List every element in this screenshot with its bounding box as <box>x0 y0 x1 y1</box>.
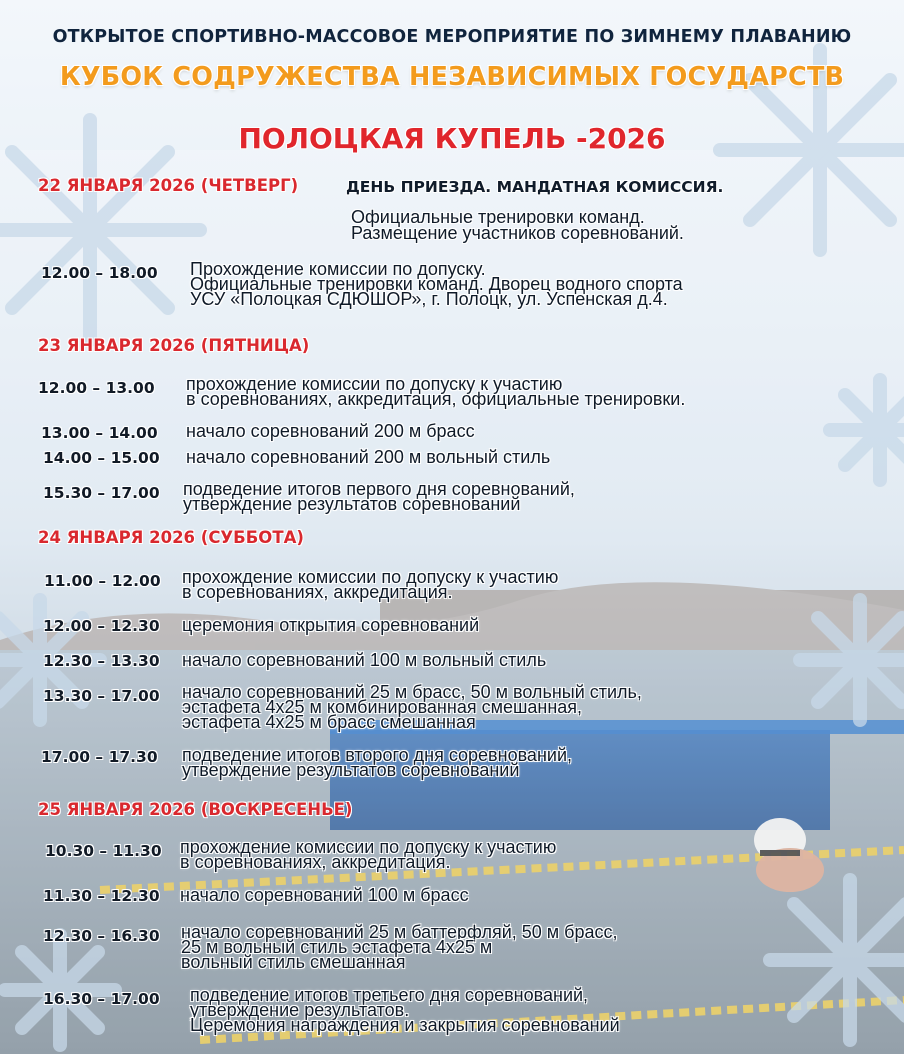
schedule-time: 16.30 – 17.00 <box>43 990 160 1008</box>
schedule-description: начало соревнований 25 м брасс, 50 м вольный стиль, эстафета 4х25 м комбинированная смешанная, эстафета 4х25 м брасс смешанная <box>182 682 642 732</box>
event-cup-title: КУБОК СОДРУЖЕСТВА НЕЗАВИСИМЫХ ГОСУДАРСТВ <box>59 62 845 92</box>
day-heading: 24 ЯНВАРЯ 2026 (СУББОТА) <box>38 528 304 547</box>
schedule-time: 11.30 – 12.30 <box>43 887 160 905</box>
schedule-description: начало соревнований 100 м брасс <box>180 885 469 905</box>
schedule-description: прохождение комиссии по допуску к участию в соревнованиях, аккредитация, официальные тренировки. <box>186 374 686 409</box>
schedule-time: 15.30 – 17.00 <box>43 484 160 502</box>
schedule-description: подведение итогов третьего дня соревнований, утверждение результатов. Церемония награждения и закрытия соревнований <box>190 985 620 1035</box>
schedule-description: прохождение комиссии по допуску к участию в соревнованиях, аккредитация. <box>182 567 559 602</box>
schedule-time: 13.00 – 14.00 <box>41 424 158 442</box>
schedule-description: подведение итогов второго дня соревнований, утверждение результатов соревнований <box>182 745 572 780</box>
day-heading: 22 ЯНВАРЯ 2026 (ЧЕТВЕРГ) <box>38 176 299 195</box>
schedule-time: 12.00 – 13.00 <box>38 379 155 397</box>
event-title: ПОЛОЦКАЯ КУПЕЛЬ -2026 <box>238 122 666 155</box>
schedule-description: начало соревнований 100 м вольный стиль <box>182 650 547 670</box>
day-heading: 25 ЯНВАРЯ 2026 (ВОСКРЕСЕНЬЕ) <box>38 800 353 819</box>
day-heading: 23 ЯНВАРЯ 2026 (ПЯТНИЦА) <box>38 336 310 355</box>
schedule-time: 12.00 – 12.30 <box>43 617 160 635</box>
schedule-time: 12.00 – 18.00 <box>41 264 158 282</box>
schedule-description: начало соревнований 200 м вольный стиль <box>186 447 551 467</box>
schedule-time: 12.30 – 13.30 <box>43 652 160 670</box>
schedule-time: 10.30 – 11.30 <box>45 842 162 860</box>
schedule-time: 11.00 – 12.00 <box>44 572 161 590</box>
day-note: Официальные тренировки команд. Размещение участников соревнований. <box>351 207 684 243</box>
day-aside-note: ДЕНЬ ПРИЕЗДА. МАНДАТНАЯ КОМИССИЯ. <box>346 178 724 196</box>
schedule-description: церемония открытия соревнований <box>182 615 480 635</box>
schedule-time: 13.30 – 17.00 <box>43 687 160 705</box>
schedule-description: прохождение комиссии по допуску к участию в соревнованиях, аккредитация. <box>180 837 557 872</box>
schedule-description: Прохождение комиссии по допуску. Официальные тренировки команд. Дворец водного спорта УСУ «Полоцкая СДЮШОР», г. Полоцк, ул. Успенская д.4. <box>190 259 683 309</box>
event-subtitle: ОТКРЫТОЕ СПОРТИВНО-МАССОВОЕ МЕРОПРИЯТИЕ ПО ЗИМНЕМУ ПЛАВАНИЮ <box>52 27 852 47</box>
schedule-time: 14.00 – 15.00 <box>43 449 160 467</box>
schedule-description: подведение итогов первого дня соревнований, утверждение результатов соревнований <box>183 479 575 514</box>
schedule-time: 17.00 – 17.30 <box>41 748 158 766</box>
schedule-description: начало соревнований 25 м баттерфляй, 50 м брасс, 25 м вольный стиль эстафета 4х25 м вольный стиль смешанная <box>181 922 618 972</box>
schedule-description: начало соревнований 200 м брасс <box>186 421 475 441</box>
schedule-time: 12.30 – 16.30 <box>43 927 160 945</box>
